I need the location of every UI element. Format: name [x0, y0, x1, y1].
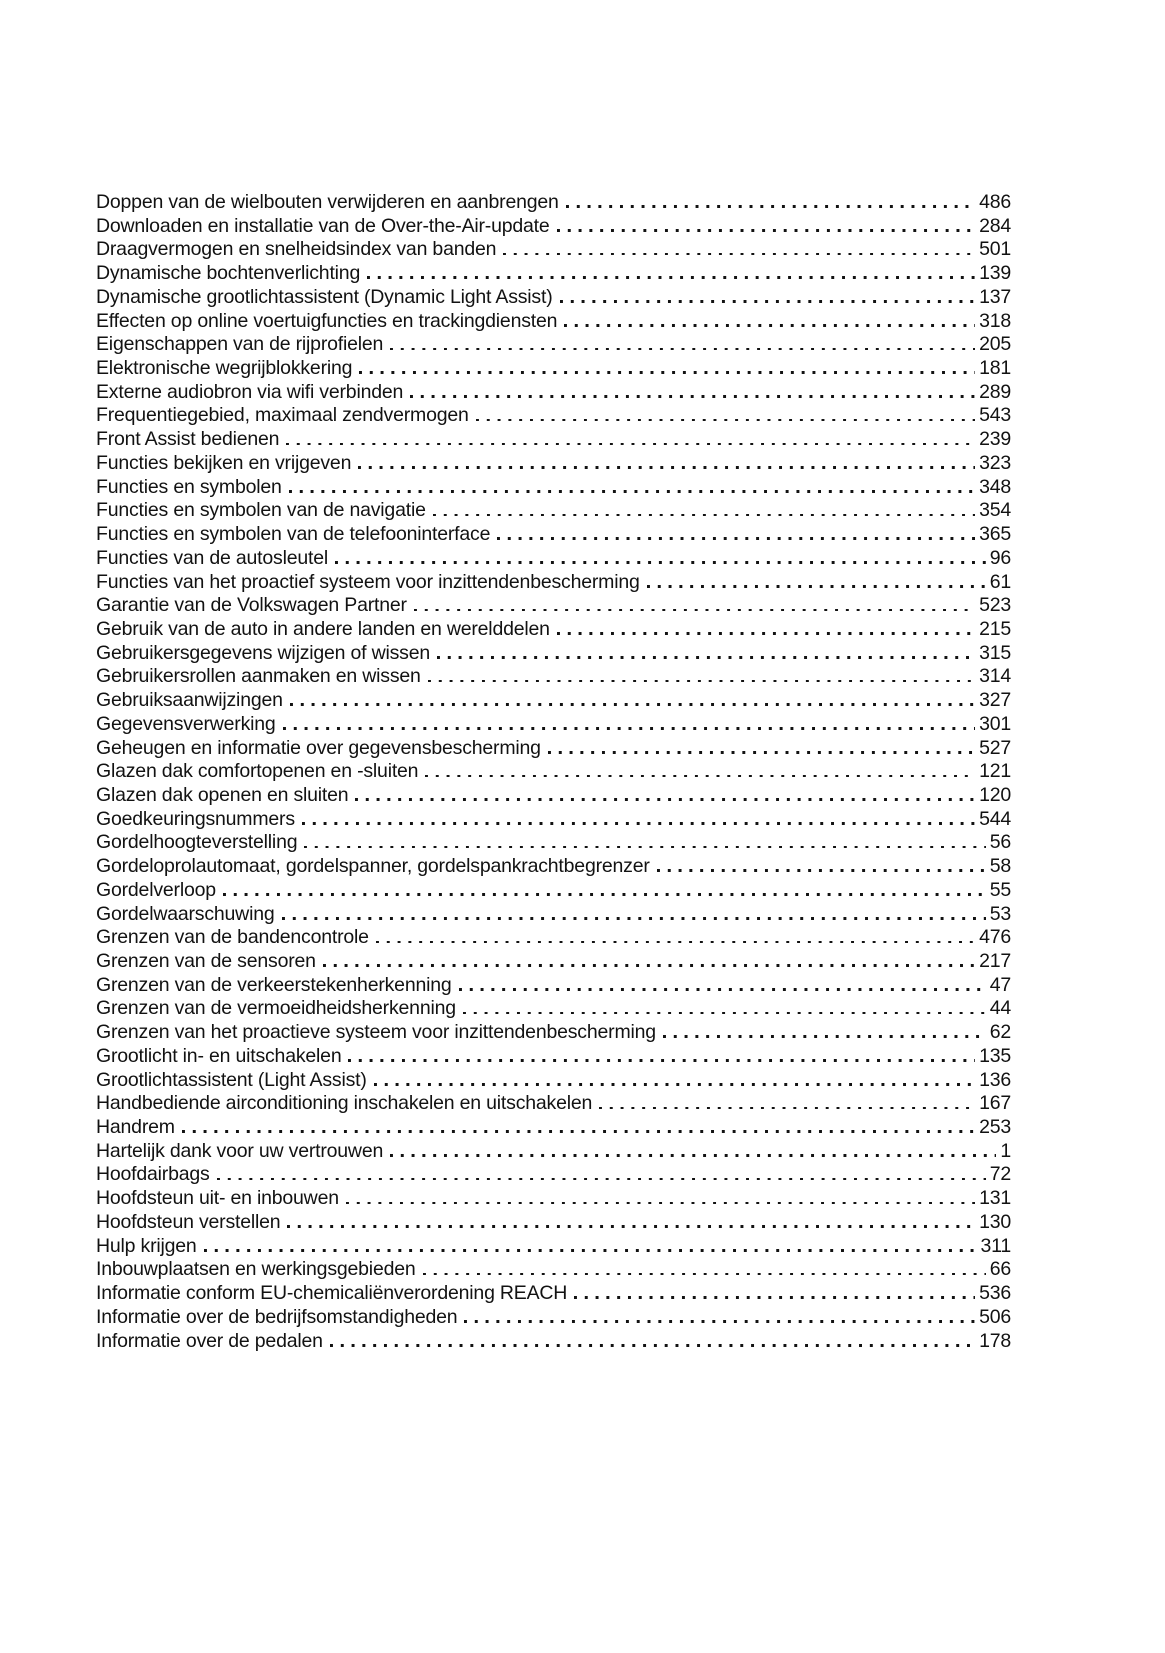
- index-entry-page-number: 62: [989, 1021, 1011, 1044]
- index-entry-title: Frequentiegebied, maximaal zendvermogen: [96, 404, 469, 427]
- index-entry-page-number: 253: [979, 1116, 1011, 1139]
- index-entry-title: Gordeloprolautomaat, gordelspanner, gordelspankrachtbegrenzer: [96, 855, 650, 878]
- index-entry-title: Gordelverloop: [96, 878, 216, 901]
- index-entry-page-number: 120: [979, 783, 1011, 806]
- index-entry-page-number: 289: [979, 380, 1011, 403]
- dot-leader: [286, 440, 975, 445]
- dot-leader: [428, 677, 975, 682]
- index-entry-page-number: 56: [989, 831, 1011, 854]
- index-entry-page-number: 139: [979, 262, 1011, 285]
- dot-leader: [182, 1128, 975, 1133]
- index-entry-page-number: 523: [979, 594, 1011, 617]
- index-entry: [96, 1187, 1011, 1211]
- dot-leader: [217, 1175, 986, 1180]
- index-entry-page-number: 53: [989, 902, 1011, 925]
- index-entry-title: Functies van de autosleutel: [96, 546, 328, 569]
- index-entry-title: Gebruik van de auto in andere landen en werelddelen: [96, 617, 550, 640]
- index-entry: [96, 452, 1011, 476]
- index-entry: [96, 428, 1011, 452]
- index-entry-title: Downloaden en installatie van de Over-the-Air-update: [96, 214, 550, 237]
- dot-leader: [560, 298, 976, 303]
- index-entry-title: Hoofdsteun uit- en inbouwen: [96, 1187, 339, 1210]
- index-entry-page-number: 239: [979, 428, 1011, 451]
- index-entry: [96, 1021, 1011, 1045]
- index-entry-title: Dynamische bochtenverlichting: [96, 262, 361, 285]
- index-entry-page-number: 527: [979, 736, 1011, 759]
- index-entry: [96, 523, 1011, 547]
- index-entry-page-number: 543: [979, 404, 1011, 427]
- index-entry-title: Dynamische grootlichtassistent (Dynamic Light Assist): [96, 285, 553, 308]
- index-entry-title: Functies en symbolen: [96, 475, 282, 498]
- index-entry: [96, 855, 1011, 879]
- index-entry-page-number: 311: [980, 1234, 1011, 1257]
- index-entry-page-number: 167: [979, 1092, 1011, 1115]
- index-entry: [96, 1306, 1011, 1330]
- dot-leader: [647, 583, 986, 588]
- index-entry: [96, 808, 1011, 832]
- index-entry-title: Handrem: [96, 1116, 175, 1139]
- index-entry-page-number: 301: [979, 712, 1011, 735]
- index-entry-title: Effecten op online voertuigfuncties en trackingdiensten: [96, 309, 558, 332]
- index-entry-page-number: 348: [979, 475, 1011, 498]
- index-entry: [96, 1163, 1011, 1187]
- index-entry-page-number: 327: [979, 689, 1011, 712]
- index-entry-title: Doppen van de wielbouten verwijderen en aanbrengen: [96, 191, 559, 213]
- dot-leader: [548, 749, 975, 754]
- index-entry-page-number: 121: [979, 760, 1011, 783]
- index-entry: [96, 594, 1011, 618]
- index-entry-title: Grenzen van de verkeerstekenherkenning: [96, 973, 452, 996]
- dot-leader: [367, 274, 975, 279]
- index-list: [96, 191, 1011, 1353]
- index-entry: [96, 1211, 1011, 1235]
- index-entry: [96, 404, 1011, 428]
- index-entry-title: Externe audiobron via wifi verbinden: [96, 380, 404, 403]
- dot-leader: [282, 915, 986, 920]
- index-entry: [96, 831, 1011, 855]
- index-entry-page-number: 131: [979, 1187, 1011, 1210]
- index-entry-title: Hoofdairbags: [96, 1163, 210, 1186]
- dot-leader: [289, 488, 975, 493]
- dot-leader: [599, 1104, 975, 1109]
- dot-leader: [287, 1223, 975, 1228]
- index-entry-page-number: 130: [979, 1210, 1011, 1233]
- index-entry-title: Grenzen van het proactieve systeem voor inzittendenbescherming: [96, 1021, 656, 1044]
- index-entry-page-number: 205: [979, 333, 1011, 356]
- index-entry-title: Front Assist bedienen: [96, 428, 280, 451]
- dot-leader: [557, 630, 975, 635]
- dot-leader: [410, 393, 975, 398]
- index-entry: [96, 1235, 1011, 1259]
- index-entry: [96, 997, 1011, 1021]
- index-entry-title: Functies en symbolen van de navigatie: [96, 499, 426, 522]
- dot-leader: [657, 867, 986, 872]
- index-entry-page-number: 314: [979, 665, 1011, 688]
- dot-leader: [497, 535, 975, 540]
- index-entry-title: Informatie conform EU-chemicaliënverordening REACH: [96, 1282, 568, 1305]
- index-entry-title: Draagvermogen en snelheidsindex van banden: [96, 238, 497, 261]
- index-entry: [96, 618, 1011, 642]
- index-entry-title: Informatie over de bedrijfsomstandigheden: [96, 1305, 458, 1328]
- index-entry-title: Grenzen van de sensoren: [96, 950, 316, 972]
- dot-leader: [359, 369, 975, 374]
- index-entry-title: Garantie van de Volkswagen Partner: [96, 594, 407, 617]
- index-entry: [96, 191, 1011, 215]
- index-entry-title: Eigenschappen van de rijprofielen: [96, 333, 384, 356]
- index-entry-page-number: 544: [979, 807, 1011, 830]
- index-entry-title: Hartelijk dank voor uw vertrouwen: [96, 1139, 384, 1162]
- index-entry: [96, 238, 1011, 262]
- index-entry: [96, 1282, 1011, 1306]
- index-entry-page-number: 486: [979, 191, 1011, 213]
- index-entry-page-number: 536: [979, 1282, 1011, 1305]
- index-entry: [96, 950, 1011, 974]
- index-entry-page-number: 72: [989, 1163, 1011, 1186]
- index-entry-page-number: 181: [979, 357, 1011, 380]
- dot-leader: [374, 1081, 975, 1086]
- dot-leader: [346, 1199, 975, 1204]
- dot-leader: [390, 1152, 996, 1157]
- dot-leader: [283, 725, 975, 730]
- index-entry-title: Gebruikersgegevens wijzigen of wissen: [96, 641, 431, 664]
- index-entry-title: Elektronische wegrijblokkering: [96, 357, 353, 380]
- dot-leader: [574, 1294, 975, 1299]
- index-entry-title: Hoofdsteun verstellen: [96, 1210, 281, 1233]
- index-entry-title: Gegevensverwerking: [96, 712, 276, 735]
- dot-leader: [663, 1033, 986, 1038]
- index-entry: [96, 1140, 1011, 1164]
- index-entry-page-number: 137: [979, 285, 1011, 308]
- index-entry: [96, 974, 1011, 998]
- index-entry-page-number: 354: [979, 499, 1011, 522]
- index-entry-page-number: 44: [989, 997, 1011, 1020]
- dot-leader: [566, 203, 975, 208]
- index-entry: [96, 713, 1011, 737]
- index-entry: [96, 1092, 1011, 1116]
- index-entry: [96, 737, 1011, 761]
- dot-leader: [358, 464, 975, 469]
- index-entry-title: Inbouwplaatsen en werkingsgebieden: [96, 1258, 416, 1281]
- index-entry: [96, 547, 1011, 571]
- dot-leader: [564, 322, 975, 327]
- dot-leader: [335, 559, 986, 564]
- dot-leader: [223, 891, 986, 896]
- index-entry-title: Grootlicht in- en uitschakelen: [96, 1044, 342, 1067]
- index-entry: [96, 381, 1011, 405]
- index-entry-page-number: 96: [989, 546, 1011, 569]
- dot-leader: [414, 606, 975, 611]
- index-entry-title: Grenzen van de bandencontrole: [96, 926, 369, 949]
- index-entry: [96, 476, 1011, 500]
- index-entry-title: Gordelwaarschuwing: [96, 902, 275, 925]
- index-entry: [96, 262, 1011, 286]
- dot-leader: [376, 938, 975, 943]
- index-entry-page-number: 178: [979, 1329, 1011, 1352]
- index-entry: [96, 665, 1011, 689]
- index-entry: [96, 784, 1011, 808]
- dot-leader: [463, 1009, 986, 1014]
- dot-leader: [304, 843, 985, 848]
- dot-leader: [503, 250, 975, 255]
- index-entry: [96, 642, 1011, 666]
- dot-leader: [204, 1247, 977, 1252]
- index-entry: [96, 571, 1011, 595]
- dot-leader: [330, 1342, 975, 1347]
- index-entry-title: Functies bekijken en vrijgeven: [96, 451, 352, 474]
- index-entry: [96, 1330, 1011, 1354]
- index-entry-title: Gebruikersrollen aanmaken en wissen: [96, 665, 421, 688]
- index-entry-page-number: 55: [989, 878, 1011, 901]
- index-entry: [96, 1069, 1011, 1093]
- index-entry-page-number: 135: [979, 1044, 1011, 1067]
- index-entry: [96, 879, 1011, 903]
- index-entry-page-number: 506: [979, 1305, 1011, 1328]
- index-entry: [96, 903, 1011, 927]
- index-entry-title: Geheugen en informatie over gegevensbescherming: [96, 736, 541, 759]
- index-entry-page-number: 476: [979, 926, 1011, 949]
- dot-leader: [433, 511, 975, 516]
- index-entry: [96, 689, 1011, 713]
- dot-leader: [348, 1057, 975, 1062]
- dot-leader: [557, 227, 976, 232]
- index-entry-title: Functies en symbolen van de telefooninterface: [96, 523, 491, 546]
- index-entry-page-number: 136: [979, 1068, 1011, 1091]
- index-entry-title: Handbediende airconditioning inschakelen en uitschakelen: [96, 1092, 593, 1115]
- index-entry-page-number: 501: [979, 238, 1011, 261]
- dot-leader: [476, 416, 975, 421]
- index-entry: [96, 333, 1011, 357]
- index-entry: [96, 357, 1011, 381]
- index-entry-page-number: 215: [979, 617, 1011, 640]
- index-entry-title: Grootlichtassistent (Light Assist): [96, 1068, 367, 1091]
- index-entry-page-number: 323: [979, 451, 1011, 474]
- index-entry-title: Hulp krijgen: [96, 1234, 197, 1257]
- index-entry-page-number: 315: [979, 641, 1011, 664]
- dot-leader: [425, 772, 975, 777]
- index-entry-page-number: 217: [979, 950, 1011, 972]
- index-entry-title: Functies van het proactief systeem voor inzittendenbescherming: [96, 570, 640, 593]
- index-entry-title: Goedkeuringsnummers: [96, 807, 295, 830]
- index-entry: [96, 215, 1011, 239]
- index-entry-title: Grenzen van de vermoeidheidsherkenning: [96, 997, 456, 1020]
- dot-leader: [459, 986, 986, 991]
- index-entry: [96, 499, 1011, 523]
- dot-leader: [390, 345, 975, 350]
- index-entry-page-number: 365: [979, 523, 1011, 546]
- dot-leader: [355, 796, 975, 801]
- index-entry-page-number: 47: [989, 973, 1011, 996]
- dot-leader: [290, 701, 975, 706]
- index-entry-page-number: 284: [979, 214, 1011, 237]
- dot-leader: [437, 654, 975, 659]
- index-entry-title: Glazen dak openen en sluiten: [96, 783, 349, 806]
- index-entry-page-number: 1: [1000, 1139, 1011, 1162]
- index-entry-page-number: 58: [989, 855, 1011, 878]
- dot-leader: [423, 1270, 986, 1275]
- dot-leader: [464, 1318, 975, 1323]
- index-entry-title: Gebruiksaanwijzingen: [96, 689, 283, 712]
- dot-leader: [302, 820, 975, 825]
- index-entry-page-number: 61: [989, 570, 1011, 593]
- index-entry: [96, 286, 1011, 310]
- index-entry: [96, 926, 1011, 950]
- index-entry-page-number: 318: [979, 309, 1011, 332]
- index-entry-page-number: 66: [989, 1258, 1011, 1281]
- dot-leader: [323, 962, 975, 967]
- index-entry: [96, 1116, 1011, 1140]
- index-entry: [96, 1258, 1011, 1282]
- index-entry-title: Glazen dak comfortopenen en -sluiten: [96, 760, 419, 783]
- index-entry-title: Gordelhoogteverstelling: [96, 831, 298, 854]
- index-entry: [96, 310, 1011, 334]
- index-entry: [96, 760, 1011, 784]
- index-entry: [96, 1045, 1011, 1069]
- index-entry-title: Informatie over de pedalen: [96, 1329, 323, 1352]
